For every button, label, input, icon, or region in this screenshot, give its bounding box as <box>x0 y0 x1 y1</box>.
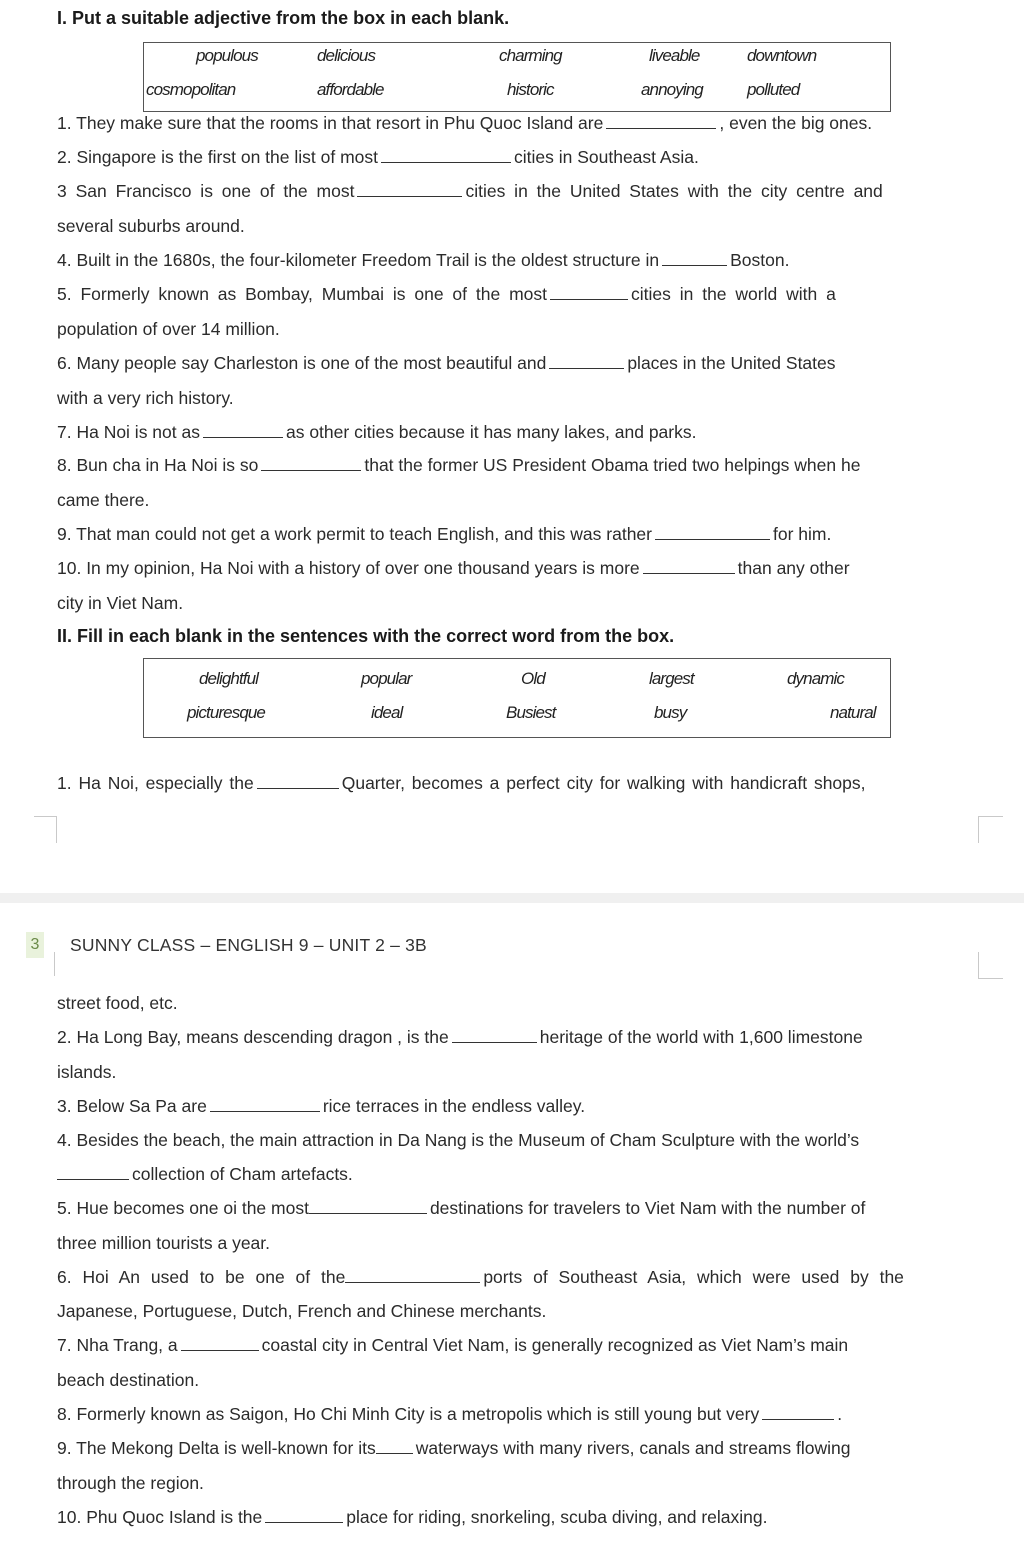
page-number: 3 <box>26 932 44 958</box>
class-title: SUNNY CLASS – ENGLISH 9 – UNIT 2 – 3B <box>70 935 427 955</box>
exercise-item-continuation: city in Viet Nam. <box>57 593 184 613</box>
exercise-item: 10. Phu Quoc Island is the place for riding, snorkeling, scuba diving, and relaxing. <box>57 1507 768 1527</box>
answer-blank[interactable] <box>376 1452 413 1454</box>
answer-blank[interactable] <box>309 1212 427 1214</box>
exercise-item-continuation: beach destination. <box>57 1370 200 1390</box>
exercise-item-continuation: islands. <box>57 1062 117 1082</box>
box-word: liveable <box>649 46 700 65</box>
answer-blank[interactable] <box>345 1281 480 1283</box>
box-word: downtown <box>747 46 817 65</box>
word-box-2 <box>143 658 891 738</box>
box-word: affordable <box>317 80 384 99</box>
crop-mark <box>978 952 1003 979</box>
answer-blank[interactable] <box>357 195 462 197</box>
answer-blank[interactable] <box>265 1521 343 1523</box>
exercise-item: 9. That man could not get a work permit to teach English, and this was rather for him. <box>57 524 832 544</box>
exercise-item: 7. Ha Noi is not as as other cities because it has many lakes, and parks. <box>57 422 697 442</box>
exercise-item: 4. Besides the beach, the main attraction in Da Nang is the Museum of Cham Sculpture with the world’s <box>57 1130 860 1150</box>
exercise-item: 3. Below Sa Pa are rice terraces in the endless valley. <box>57 1096 586 1116</box>
exercise-item-continuation: Japanese, Portuguese, Dutch, French and Chinese merchants. <box>57 1301 547 1321</box>
exercise-item: 6. Hoi An used to be one of the ports of Southeast Asia, which were used by the <box>57 1267 904 1287</box>
exercise-item-continuation: with a very rich history. <box>57 388 234 408</box>
box-word: populous <box>196 46 258 65</box>
answer-blank[interactable] <box>261 469 361 471</box>
answer-blank[interactable] <box>57 1178 129 1180</box>
answer-blank[interactable] <box>181 1349 259 1351</box>
box-word: Busiest <box>506 703 556 722</box>
answer-blank[interactable] <box>643 572 735 574</box>
exercise-item: 4. Built in the 1680s, the four-kilometer Freedom Trail is the oldest structure in Boston. <box>57 250 790 270</box>
exercise-item-continuation: street food, etc. <box>57 993 178 1013</box>
box-word: annoying <box>641 80 703 99</box>
box-word: Old <box>521 669 545 688</box>
exercise-item: 2. Singapore is the first on the list of most cities in Southeast Asia. <box>57 147 699 167</box>
exercise-item: 3 San Francisco is one of the most cities in the United States with the city centre and <box>57 181 883 201</box>
exercise-item-continuation: population of over 14 million. <box>57 319 280 339</box>
exercise-item: 5. Hue becomes one oi the most destinations for travelers to Viet Nam with the number of <box>57 1198 866 1218</box>
exercise-item-continuation: through the region. <box>57 1473 204 1493</box>
box-word: dynamic <box>787 669 845 688</box>
answer-blank[interactable] <box>257 787 339 789</box>
exercise-item: 1. They make sure that the rooms in that resort in Phu Quoc Island are , even the big ones. <box>57 113 873 133</box>
answer-blank[interactable] <box>762 1418 834 1420</box>
crop-mark <box>40 952 55 976</box>
answer-blank[interactable] <box>452 1041 537 1043</box>
exercise-item: 7. Nha Trang, a coastal city in Central Viet Nam, is generally recognized as Viet Nam’s main <box>57 1335 849 1355</box>
answer-blank[interactable] <box>606 127 716 129</box>
exercise-item: 5. Formerly known as Bombay, Mumbai is one of the most cities in the world with a <box>57 284 836 304</box>
exercise-item: 2. Ha Long Bay, means descending dragon , is the heritage of the world with 1,600 limestone <box>57 1027 863 1047</box>
answer-blank[interactable] <box>381 161 511 163</box>
box-word: delicious <box>317 46 376 65</box>
answer-blank[interactable] <box>549 367 624 369</box>
box-word: ideal <box>371 703 403 722</box>
section1-heading: I. Put a suitable adjective from the box in each blank. <box>57 8 510 28</box>
exercise-item-continuation: three million tourists a year. <box>57 1233 271 1253</box>
exercise-item: 9. The Mekong Delta is well-known for its waterways with many rivers, canals and streams flowing <box>57 1438 851 1458</box>
box-word: natural <box>830 703 876 722</box>
answer-blank[interactable] <box>210 1110 320 1112</box>
box-word: popular <box>361 669 412 688</box>
exercise-item: 8. Formerly known as Saigon, Ho Chi Minh City is a metropolis which is still young but very . <box>57 1404 843 1424</box>
exercise-item-continuation: came there. <box>57 490 150 510</box>
exercise-item: 6. Many people say Charleston is one of the most beautiful and places in the United States <box>57 353 836 373</box>
box-word: polluted <box>747 80 800 99</box>
exercise-item: 8. Bun cha in Ha Noi is so that the former US President Obama tried two helpings when he <box>57 455 861 475</box>
box-word: delightful <box>199 669 259 688</box>
answer-blank[interactable] <box>550 298 628 300</box>
box-word: historic <box>507 80 554 99</box>
section2-heading: II. Fill in each blank in the sentences with the correct word from the box. <box>57 626 675 646</box>
answer-blank[interactable] <box>662 264 727 266</box>
page-break <box>0 893 1024 903</box>
exercise-item: 1. Ha Noi, especially the Quarter, becomes a perfect city for walking with handicraft shops, <box>57 773 866 793</box>
exercise-item-continuation: collection of Cham artefacts. <box>57 1164 353 1185</box>
box-word: picturesque <box>187 703 265 722</box>
crop-mark <box>978 816 1003 843</box>
exercise-item-continuation: several suburbs around. <box>57 216 245 236</box>
box-word: charming <box>499 46 562 65</box>
box-word: busy <box>654 703 687 722</box>
exercise-item: 10. In my opinion, Ha Noi with a history of over one thousand years is more than any other <box>57 558 850 578</box>
word-box-1 <box>143 42 891 112</box>
box-word: largest <box>649 669 694 688</box>
answer-blank[interactable] <box>655 538 770 540</box>
crop-mark <box>34 816 57 843</box>
box-word: cosmopolitan <box>146 80 236 99</box>
answer-blank[interactable] <box>203 436 283 438</box>
